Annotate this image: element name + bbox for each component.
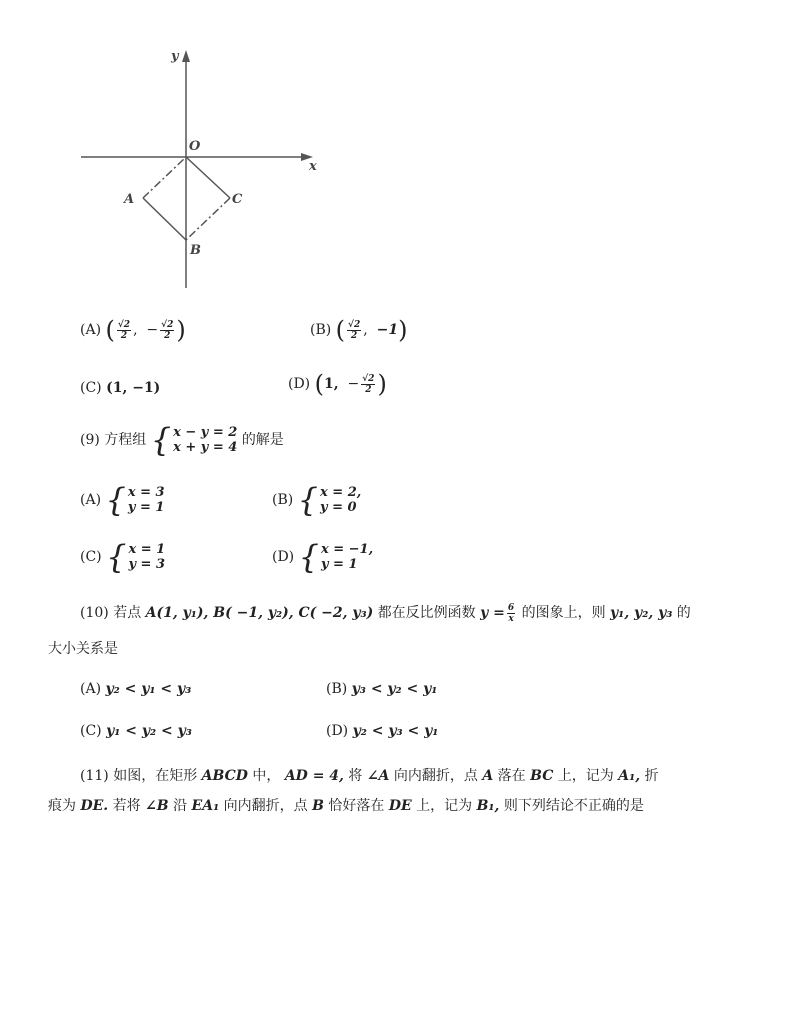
q9-eq1: x − y = 2: [173, 425, 238, 440]
q10-number: (10): [80, 605, 109, 621]
q8-a-y-den: 2: [164, 330, 171, 341]
q8-b-label: (B): [310, 322, 332, 338]
q10-a-value: y₂ < y₁ < y₃: [105, 681, 192, 697]
q10-option-c[interactable]: [80, 723, 192, 739]
q9-c-row2: y = 3: [128, 557, 165, 572]
q10-func-lhs: y =: [480, 605, 505, 621]
q11-a1: A₁,: [618, 768, 641, 784]
q11-l1c: 将: [348, 768, 363, 784]
q9-stem-end: 的解是: [241, 432, 284, 448]
q10-text3: 的图象上，则: [521, 605, 606, 621]
q11-l2b: 若将: [112, 798, 141, 814]
q9-a-label: (A): [80, 492, 102, 508]
q11-l2e: 恰好落在: [328, 798, 385, 814]
q11-angle-b: ∠B: [145, 798, 169, 814]
q11-l1e: 落在: [497, 768, 526, 784]
y-axis-label: y: [171, 49, 179, 64]
q10-text2: 都在反比例函数: [377, 605, 476, 621]
q10-func-num: 6: [507, 602, 515, 613]
q10-vars: y₁, y₂, y₃: [610, 605, 673, 621]
edge-oc: [186, 157, 230, 198]
q8-c-label: (C): [80, 380, 102, 396]
q11-pt-a: A: [482, 768, 494, 784]
q11-abcd: ABCD: [201, 768, 248, 784]
point-b-label: B: [190, 243, 201, 258]
q9-d-row2: y = 1: [320, 557, 358, 572]
q11-l1g: 折: [644, 768, 659, 784]
q8-a-y-num: √2: [161, 319, 174, 330]
y-axis-arrow: [182, 50, 190, 62]
q9-d-label: (D): [272, 549, 295, 565]
q10-func-den: x: [508, 613, 514, 624]
q11-angle-a: ∠A: [366, 768, 390, 784]
q9-system: { x − y = 2 x + y = 4: [150, 421, 238, 459]
q9-b-label: (B): [272, 492, 294, 508]
q8-d-x: 1,: [323, 376, 339, 392]
q10-text1: 若点: [113, 605, 142, 621]
q9-b-row2: y = 0: [320, 500, 357, 515]
q9-stem-text: 方程组: [104, 432, 147, 448]
q10-stem-line1: [80, 602, 691, 624]
q9-c-label: (C): [80, 549, 102, 565]
q11-bc: BC: [530, 768, 554, 784]
q10-c-value: y₁ < y₂ < y₃: [106, 723, 192, 739]
q9-eq2: x + y = 4: [173, 440, 238, 455]
q8-option-b[interactable]: (B) ( $\frac{√2}{2}$ , −1): [310, 316, 408, 344]
q9-stem: [80, 421, 284, 459]
q8-b-y: −1: [376, 322, 399, 338]
q11-l1d: 向内翻折，点: [393, 768, 478, 784]
q9-c-row1: x = 1: [128, 542, 166, 557]
edge-ao: [143, 157, 186, 198]
q10-d-value: y₂ < y₃ < y₁: [352, 723, 439, 739]
q8-d-label: (D): [288, 376, 311, 392]
q10-option-d[interactable]: [326, 723, 438, 739]
q11-pt-b: B: [312, 798, 324, 814]
q8-d-y-num: √2: [362, 373, 375, 384]
q8-a-x-num: √2: [117, 319, 131, 330]
q10-option-a[interactable]: [80, 681, 191, 697]
q8-a-x-den: 2: [120, 330, 128, 341]
q8-c-value: (1, −1): [106, 380, 161, 396]
point-a-label: A: [124, 192, 135, 207]
q10-b-label: (B): [326, 681, 348, 697]
q9-a-row2: y = 1: [127, 500, 165, 515]
q11-l1f: 上，记为: [557, 768, 614, 784]
q11-l2g: 则下列结论不正确的是: [503, 798, 644, 814]
q9-option-b[interactable]: (B) { x = 2, y = 0: [272, 481, 362, 519]
q10-a-label: (A): [80, 681, 102, 697]
point-c-label: C: [232, 192, 243, 207]
q8-a-label: (A): [80, 322, 102, 338]
q10-text4: 的: [676, 605, 691, 621]
q9-a-row1: x = 3: [127, 485, 165, 500]
origin-label: O: [189, 139, 201, 154]
q8-option-d[interactable]: (D) (1, − $\frac{√2}{2}$ ): [288, 370, 387, 398]
q10-c-label: (C): [80, 723, 102, 739]
q9-b-row1: x = 2,: [320, 485, 362, 500]
q10-points: A(1, y₁), B( −1, y₂), C( −2, y₃): [145, 605, 374, 621]
q8-option-c[interactable]: [80, 380, 160, 396]
q9-option-d[interactable]: (D) { x = −1, y = 1: [272, 538, 374, 576]
edge-cb: [186, 198, 230, 240]
q11-ea1: EA₁: [191, 798, 220, 814]
q11-l2a: 痕为: [48, 798, 76, 814]
x-axis-label: x: [309, 159, 317, 174]
q11-ad: AD = 4,: [284, 768, 344, 784]
q11-stem-line2: [48, 795, 644, 815]
q10-stem-line2: 大小关系是: [48, 641, 118, 657]
q11-l2d: 向内翻折，点: [223, 798, 308, 814]
coordinate-figure: [75, 40, 325, 295]
q11-de: DE.: [80, 798, 109, 814]
q11-number: (11): [80, 768, 109, 784]
q8-a-y-sign: −: [146, 322, 159, 338]
q10-option-b[interactable]: [326, 681, 437, 697]
q8-d-y-sign: −: [347, 376, 360, 392]
q8-option-a[interactable]: (A) ( $\frac{√2}{2}$ , − $\frac{√2}{2}$ ): [80, 316, 186, 344]
edge-ba: [143, 198, 186, 240]
q9-option-c[interactable]: (C) { x = 1 y = 3: [80, 538, 166, 576]
q8-d-y-den: 2: [365, 384, 372, 395]
q11-l1b: 中，: [252, 768, 281, 784]
q11-de2: DE: [388, 798, 412, 814]
q11-l2c: 沿: [173, 798, 188, 814]
q10-d-label: (D): [326, 723, 349, 739]
q8-b-x-den: 2: [351, 330, 358, 341]
q9-option-a[interactable]: (A) { x = 3 y = 1: [80, 481, 165, 519]
q9-number: (9): [80, 432, 100, 448]
q9-d-row1: x = −1,: [320, 542, 374, 557]
q11-stem-line1: [80, 765, 659, 785]
q10-b-value: y₃ < y₂ < y₁: [351, 681, 438, 697]
q11-l2f: 上，记为: [416, 798, 473, 814]
q8-b-x-num: √2: [348, 319, 361, 330]
q11-b1: B₁,: [476, 798, 500, 814]
q11-l1a: 如图，在矩形: [113, 768, 198, 784]
